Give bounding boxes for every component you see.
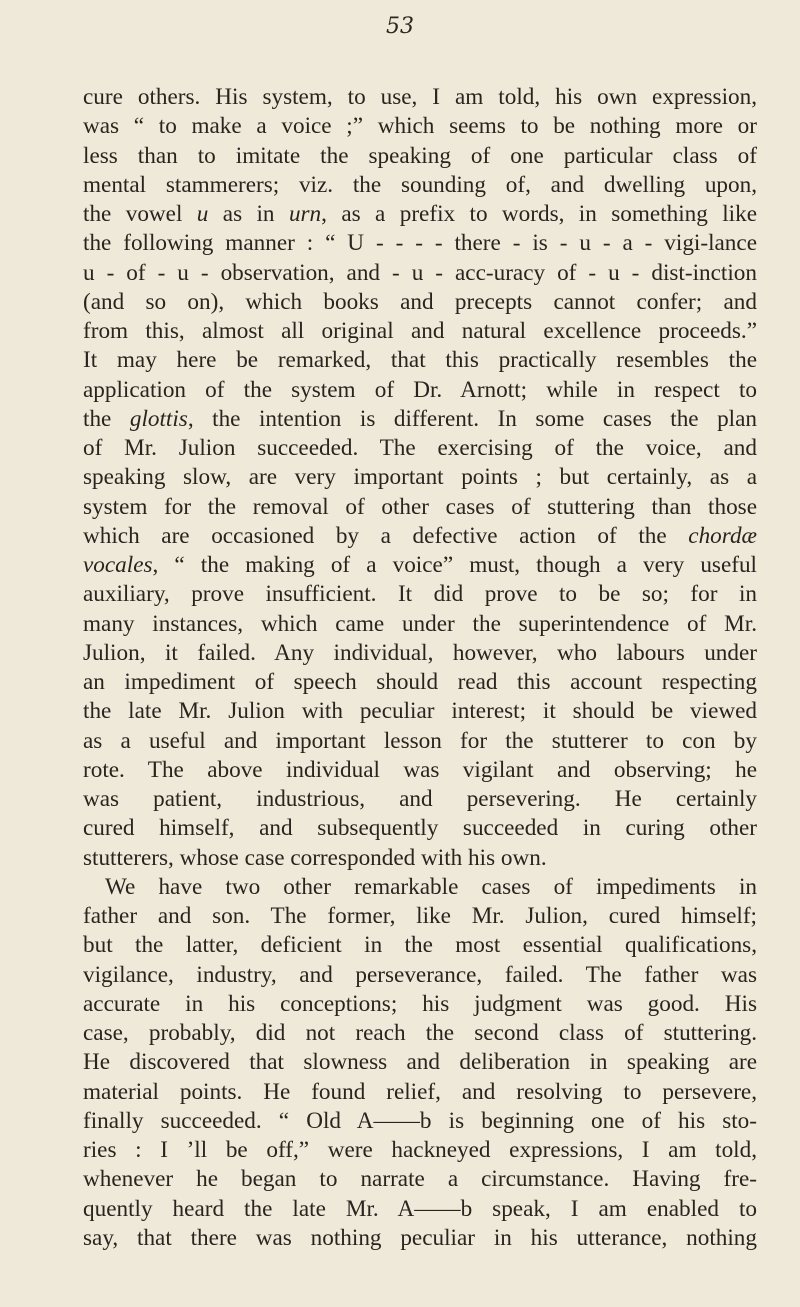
text-line: cure others. His system, to use, I am told, his own expression, xyxy=(83,84,757,110)
text-line: say, that there was nothing peculiar in his utterance, nothing xyxy=(83,1224,757,1251)
text-line: mental stammerers; viz. the sounding of, and dwelling upon, xyxy=(83,171,757,198)
text-line: which are occasioned by a defective action of the chordæ xyxy=(83,522,757,549)
text-line: Julion, it failed. Any individual, however, who labours under xyxy=(83,639,757,666)
text-line: was patient, industrious, and persevering. He certainly xyxy=(83,786,757,812)
text-line: many instances, which came under the superintendence of Mr. xyxy=(83,610,757,637)
text-line: application of the system of Dr. Arnott; while in respect to xyxy=(83,376,757,403)
text-line: u - of - u - observation, and - u - acc-uracy of - u - dist-inction xyxy=(83,259,757,286)
text-line: speaking slow, are very important points ; but certainly, as a xyxy=(83,464,757,491)
text-line: the late Mr. Julion with peculiar interest; it should be viewed xyxy=(83,698,757,725)
text-line: less than to imitate the speaking of one particular class of xyxy=(83,142,757,169)
body-text xyxy=(83,83,757,1253)
text-line: finally succeeded. “ Old A——b is beginning one of his sto- xyxy=(83,1107,757,1134)
text-line: the glottis, the intention is different. In some cases the plan xyxy=(83,405,757,432)
text-line: whenever he began to narrate a circumstance. Having fre- xyxy=(83,1166,757,1193)
text-line: (and so on), which books and precepts cannot confer; and xyxy=(83,288,757,315)
text-line: We have two other remarkable cases of impediments in xyxy=(105,873,757,900)
text-line: rote. The above individual was vigilant and observing; he xyxy=(83,756,757,783)
text-line: of Mr. Julion succeeded. The exercising of the voice, and xyxy=(83,435,757,461)
text-line: father and son. The former, like Mr. Julion, cured himself; xyxy=(83,903,757,929)
text-line: as a useful and important lesson for the stutterer to con by xyxy=(83,727,757,754)
text-line: accurate in his conceptions; his judgment was good. His xyxy=(83,990,757,1017)
text-line: from this, almost all original and natural excellence proceeds.” xyxy=(83,318,757,344)
text-line: auxiliary, prove insufficient. It did prove to be so; for in xyxy=(83,581,757,608)
text-line: the following manner : “ U - - - - there - is - u - a - vigi-lance xyxy=(83,230,757,257)
text-line: an impediment of speech should read this account respecting xyxy=(83,669,757,695)
text-line: cured himself, and subsequently succeeded in curing other xyxy=(83,815,757,842)
text-line: It may here be remarked, that this practically resembles the xyxy=(83,347,757,374)
text-line: He discovered that slowness and deliberation in speaking are xyxy=(83,1049,757,1076)
text-line: quently heard the late Mr. A——b speak, I am enabled to xyxy=(83,1195,757,1222)
page-number: 53 xyxy=(386,14,414,39)
text-line: material points. He found relief, and resolving to persevere, xyxy=(83,1078,757,1105)
text-line: vigilance, industry, and perseverance, failed. The father was xyxy=(83,961,757,988)
text-line: ries : I ’ll be off,” were hackneyed expressions, I am told, xyxy=(83,1137,757,1163)
text-line: stutterers, whose case corresponded with his own. xyxy=(83,844,547,871)
text-line: was “ to make a voice ;” which seems to be nothing more or xyxy=(83,113,757,140)
text-line: vocales, “ the making of a voice” must, though a very useful xyxy=(83,552,757,578)
text-line: the vowel u as in urn, as a prefix to words, in something like xyxy=(83,201,757,227)
text-line: case, probably, did not reach the second class of stuttering. xyxy=(83,1020,757,1046)
text-line: system for the removal of other cases of stuttering than those xyxy=(83,493,757,520)
text-line: but the latter, deficient in the most essential qualifications, xyxy=(83,932,757,959)
